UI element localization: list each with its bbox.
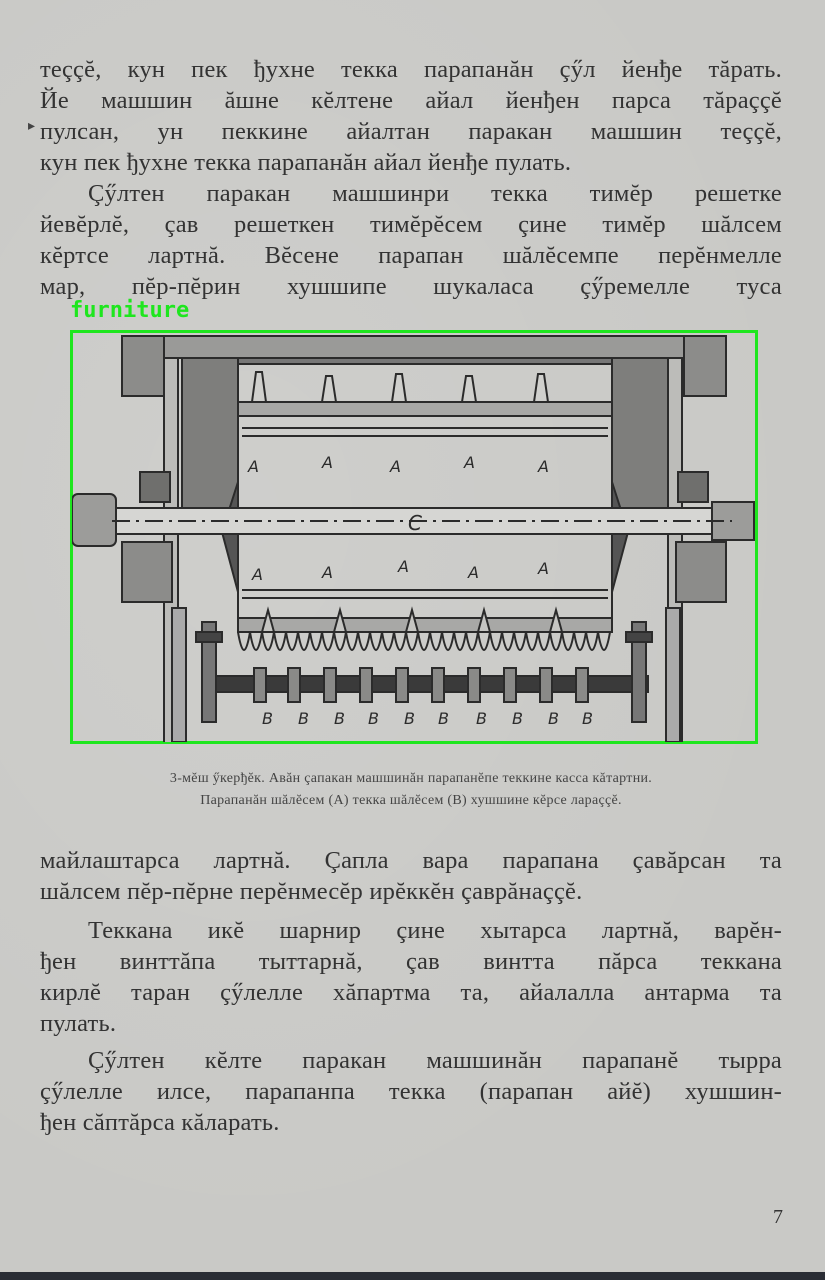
label-A: A: [464, 453, 475, 472]
label-B: B: [404, 709, 415, 728]
bottom-bar: [0, 1272, 825, 1280]
label-B: B: [548, 709, 559, 728]
text-line: ђен винттăпа тыттарнă, çав винтта пăрса теккана: [40, 948, 782, 975]
label-B: B: [368, 709, 379, 728]
text-line: çӳлелле илсе, парапанпа текка (парапан айĕ) хушшин-: [40, 1078, 782, 1105]
text-line: шăлсем пĕр-пĕрне перĕнмесĕр ирĕккĕн çаврăнаççĕ.: [40, 878, 583, 905]
label-A: A: [252, 565, 263, 584]
left-frame: [182, 358, 238, 508]
paragraph-4: [40, 1045, 782, 1138]
label-B: B: [262, 709, 273, 728]
text-line: теççĕ, кун пек ђухне текка парапанăн çӳл йенђе тăрать.: [40, 56, 782, 83]
text-line: пулать.: [40, 1010, 117, 1037]
label-B: B: [582, 709, 593, 728]
label-A: A: [468, 563, 479, 582]
caption-line: Парапанăн шăлĕсем (А) текка шăлĕсем (В) хушшине кĕрсе лараççĕ.: [200, 793, 622, 808]
caption-line: 3-мĕш ӳкерђĕк. Авăн çапакан машшинăн парапанĕпе теккине касса кăтартни.: [169, 771, 653, 786]
text-line: Йе машшин ăшне кĕлтене айал йенђен парса тăраççĕ: [40, 87, 782, 114]
right-frame: [612, 358, 668, 508]
label-B: B: [334, 709, 345, 728]
text-line: ђен сăптăрса кăларать.: [40, 1109, 280, 1136]
label-A: A: [322, 563, 333, 582]
label-A: A: [538, 457, 549, 476]
drum-top-bar: [238, 402, 612, 416]
text-line: Çӳлтен паракан машшинри текка тимĕр решетке: [88, 180, 782, 207]
label-B: B: [298, 709, 309, 728]
text-line: кун пек ђухне текка парапанăн айал йенђе пулать.: [40, 149, 572, 176]
label-B: B: [476, 709, 487, 728]
label-C: C: [408, 511, 422, 535]
text-line: майлаштарса лартнă. Çапла вара парапана çавăрсан та: [40, 847, 782, 874]
top-beam: [122, 336, 726, 358]
spring-row: [238, 632, 610, 650]
text-line: Çӳлтен кĕлте паракан машшинăн парапанĕ тырра: [88, 1047, 782, 1074]
margin-mark-icon: ▸: [28, 119, 36, 134]
shaft-nut-left: [72, 494, 116, 546]
label-A: A: [538, 559, 549, 578]
page-number: 7: [773, 1206, 783, 1228]
label-A: A: [390, 457, 401, 476]
label-A: A: [248, 457, 259, 476]
label-B: B: [512, 709, 523, 728]
label-A: A: [398, 557, 409, 576]
text-line: мар, пĕр-пĕрин хушшипе шукаласа çӳремелле туса: [40, 273, 782, 300]
drum-teeth-top: [252, 372, 548, 402]
detection-label: furniture: [70, 298, 190, 323]
thresher-drum-diagram: [72, 332, 756, 742]
text-line: пулсан, ун пеккине айалтан паракан машшин теççĕ,: [40, 118, 782, 145]
text-line: Теккана икĕ шарнир çине хытарса лартнă, варĕн-: [88, 917, 782, 944]
label-B: B: [438, 709, 449, 728]
text-line: кĕртсе лартнă. Вĕсене парапан шăлĕсемпе перĕнмелле: [40, 242, 782, 269]
paragraph-2: [40, 845, 782, 907]
label-A: A: [322, 453, 333, 472]
paragraph-3: [40, 915, 782, 1039]
figure-caption: [40, 768, 782, 812]
text-line: кирлĕ таран çӳлелле хăпартма та, айалалла антарма та: [40, 979, 782, 1006]
text-line: йевĕрлĕ, çав решеткен тимĕрĕсем çине тимĕр шăлсем: [40, 211, 782, 238]
paragraph-1: [40, 54, 782, 302]
